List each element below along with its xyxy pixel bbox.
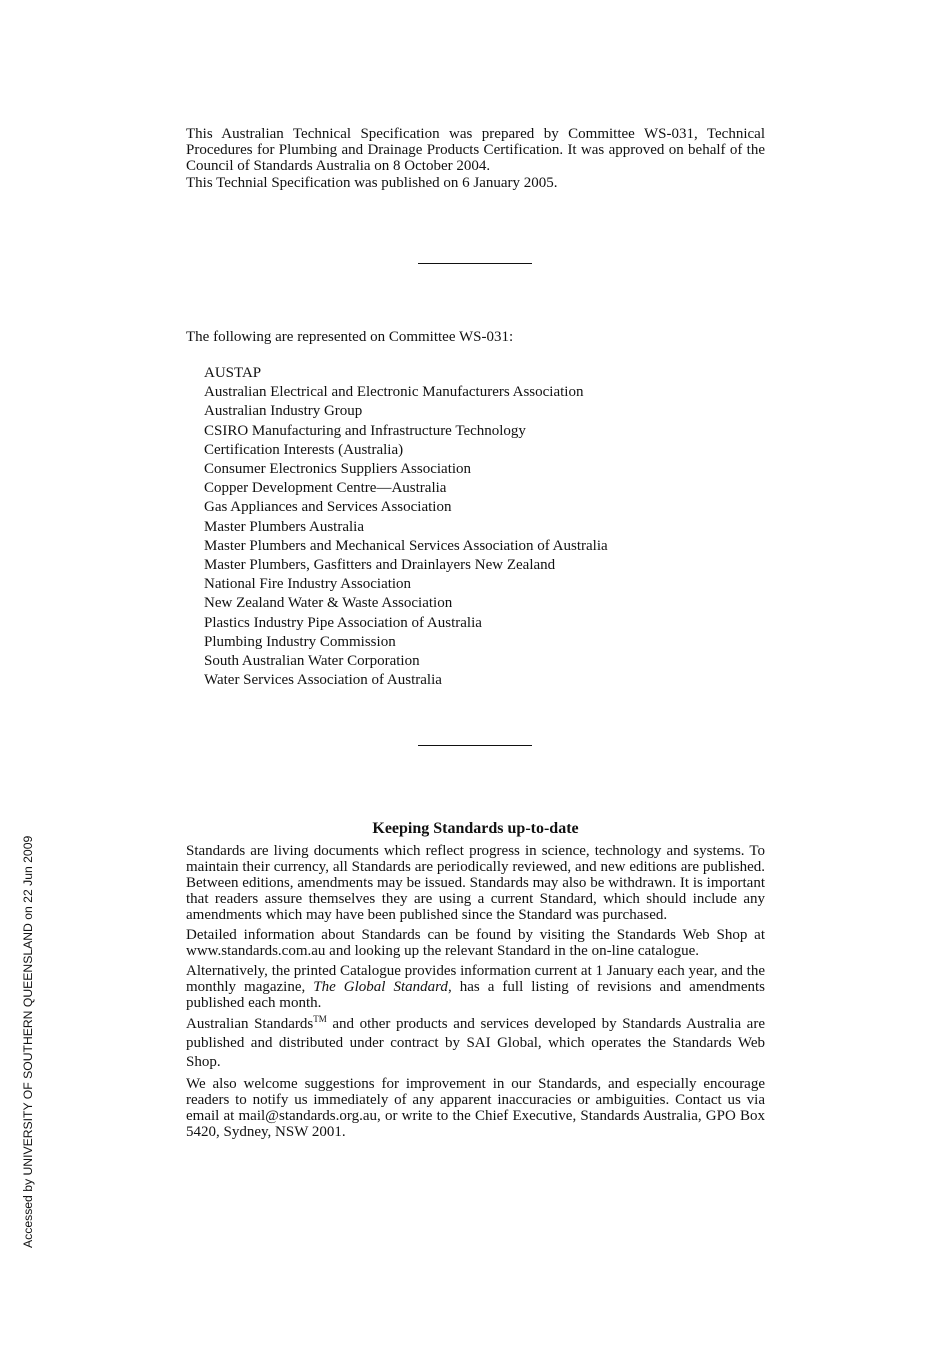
section-divider-bottom xyxy=(418,745,532,746)
committee-member: Plastics Industry Pipe Association of Australia xyxy=(204,614,482,631)
preparation-block xyxy=(186,126,765,191)
committee-member: South Australian Water Corporation xyxy=(204,653,420,670)
committee-member: Consumer Electronics Suppliers Association xyxy=(204,461,472,478)
keeping-standards-title: Keeping Standards up-to-date xyxy=(372,820,579,837)
sai-text-end: and other products and services developed by Standards Australia are published and distributed under contract by SAI Global, which operates the Standards Web Shop. xyxy=(186,1016,765,1070)
keeping-paragraph-web-shop: Detailed information about Standards can be found by visiting the Standards Web Shop at www.standards.com.au and looking up the relevant Standard in the on-line catalogue. xyxy=(186,927,765,959)
preparation-statement: This Australian Technical Specification was prepared by Committee WS-031, Technical Procedures for Plumbing and Drainage Products Certification. It was approved on behalf of the Council of Standards Australia on 8 October 2004. xyxy=(186,126,765,175)
committee-member: Plumbing Industry Commission xyxy=(204,633,396,650)
committee-member: CSIRO Manufacturing and Infrastructure Technology xyxy=(204,422,526,439)
committee-member: Water Services Association of Australia xyxy=(204,672,442,689)
committee-member: New Zealand Water & Waste Association xyxy=(204,595,453,612)
committee-member: Australian Industry Group xyxy=(204,403,363,420)
keeping-paragraph-sai-global xyxy=(186,1015,765,1072)
publication-date-statement: This Technial Specification was published on 6 January 2005. xyxy=(186,174,558,191)
catalogue-text-end: , has a full listing of revisions and amendments published each month. xyxy=(186,979,765,1011)
keeping-paragraph-contact: We also welcome suggestions for improvement in our Standards, and especially encourage readers to notify us immediately of any apparent inaccuracies or ambiguities. Contact us via email at mail@standards.org.au, or write to the Chief Executive, Standards Australia, GPO Box 5420, Sydney, NSW 2001. xyxy=(186,1076,765,1140)
committee-member: Australian Electrical and Electronic Manufacturers Association xyxy=(204,384,584,401)
committee-member: Certification Interests (Australia) xyxy=(204,441,404,458)
trademark-symbol: TM xyxy=(313,1014,327,1024)
global-standard-title: The Global Standard xyxy=(313,979,448,995)
keeping-standards-section xyxy=(186,819,765,1144)
committee-member: AUSTAP xyxy=(204,365,262,381)
keeping-paragraph-catalogue xyxy=(186,963,765,1011)
keeping-paragraph-living-documents: Standards are living documents which reflect progress in science, technology and systems. To maintain their currency, all Standards are periodically reviewed, and new editions are published. Between editions, amendments may be issued. Standards may also be withdrawn. It is important that readers assure themselves they are using a current Standard, which should include any amendments which may have been published since the Standard was purchased. xyxy=(186,843,765,923)
committee-member: Gas Appliances and Services Association xyxy=(204,499,452,516)
committee-member: Master Plumbers, Gasfitters and Drainlayers New Zealand xyxy=(204,557,556,574)
committee-member: Master Plumbers Australia xyxy=(204,518,364,535)
access-watermark: Accessed by UNIVERSITY OF SOUTHERN QUEENSLAND on 22 Jun 2009 xyxy=(21,835,35,1248)
sai-text-start: Australian Standards xyxy=(186,1016,314,1032)
section-divider-top xyxy=(418,263,532,264)
committee-intro: The following are represented on Committee WS-031: xyxy=(186,329,514,345)
committee-member-list xyxy=(204,364,608,690)
committee-member: Copper Development Centre—Australia xyxy=(204,480,447,497)
catalogue-text-start: Alternatively, the printed Catalogue provides information current at 1 January each year, and the monthly magazine, xyxy=(186,963,765,995)
committee-member: National Fire Industry Association xyxy=(204,576,412,593)
committee-member: Master Plumbers and Mechanical Services Association of Australia xyxy=(204,537,608,554)
